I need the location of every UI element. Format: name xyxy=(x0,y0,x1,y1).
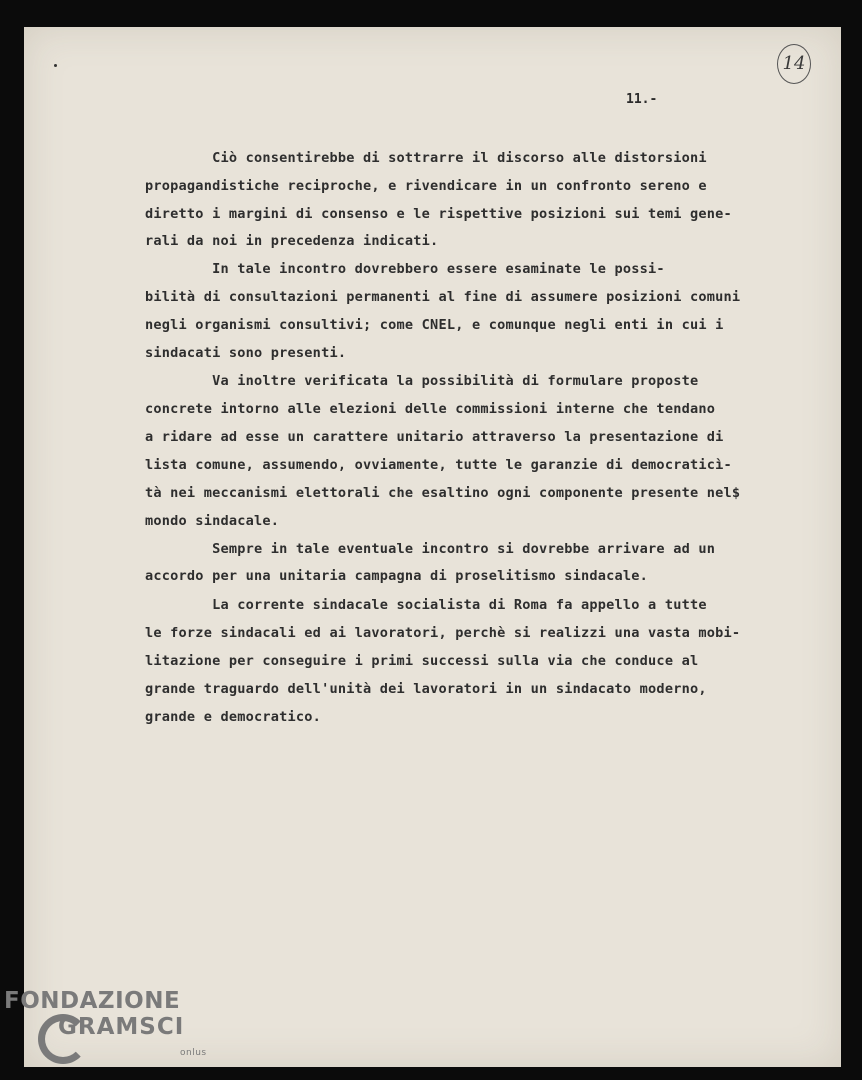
text-line: rali da noi in precedenza indicati. xyxy=(145,233,439,249)
text-line: a ridare ad esse un carattere unitario attraverso la presentazione di xyxy=(145,429,724,445)
text-line: sindacati sono presenti. xyxy=(145,345,347,361)
text-line: Sempre in tale eventuale incontro si dovrebbe arrivare ad un xyxy=(145,541,716,557)
text-line: le forze sindacali ed ai lavoratori, perchè si realizzi una vasta mobi- xyxy=(145,625,741,641)
text-line: grande traguardo dell'unità dei lavoratori in un sindacato moderno, xyxy=(145,681,707,697)
paper-speck xyxy=(54,64,57,67)
page-number: 11.- xyxy=(626,92,658,107)
text-line: propagandistiche reciproche, e rivendicare in un confronto sereno e xyxy=(145,178,707,194)
fondazione-gramsci-watermark xyxy=(4,988,219,1078)
text-line: lista comune, assumendo, ovviamente, tutte le garanzie di democraticì- xyxy=(145,457,732,473)
text-line: accordo per una unitaria campagna di proselitismo sindacale. xyxy=(145,568,649,584)
text-line: La corrente sindacale socialista di Roma fa appello a tutte xyxy=(145,597,707,613)
text-line: grande e democratico. xyxy=(145,709,322,725)
text-line: Ciò consentirebbe di sottrarre il discorso alle distorsioni xyxy=(145,150,707,166)
text-line: litazione per conseguire i primi successi sulla via che conduce al xyxy=(145,653,699,669)
text-line: diretto i margini di consenso e le rispettive posizioni sui temi gene- xyxy=(145,206,732,222)
watermark-line3: onlus xyxy=(180,1048,207,1058)
watermark-line2: GRAMSCI xyxy=(58,1014,185,1040)
text-line: negli organismi consultivi; come CNEL, e comunque negli enti in cui i xyxy=(145,317,724,333)
text-line: concrete intorno alle elezioni delle commissioni interne che tendano xyxy=(145,401,716,417)
text-line: bilità di consultazioni permanenti al fine di assumere posizioni comuni xyxy=(145,289,741,305)
text-line: tà nei meccanismi elettorali che esaltino ogni componente presente nel$ xyxy=(145,485,741,501)
archive-page-number: 14 xyxy=(777,44,811,84)
watermark-line1: FONDAZIONE xyxy=(4,988,181,1014)
text-line: mondo sindacale. xyxy=(145,513,280,529)
text-line: Va inoltre verificata la possibilità di formulare proposte xyxy=(145,373,699,389)
text-line: In tale incontro dovrebbero essere esaminate le possi- xyxy=(145,261,665,277)
